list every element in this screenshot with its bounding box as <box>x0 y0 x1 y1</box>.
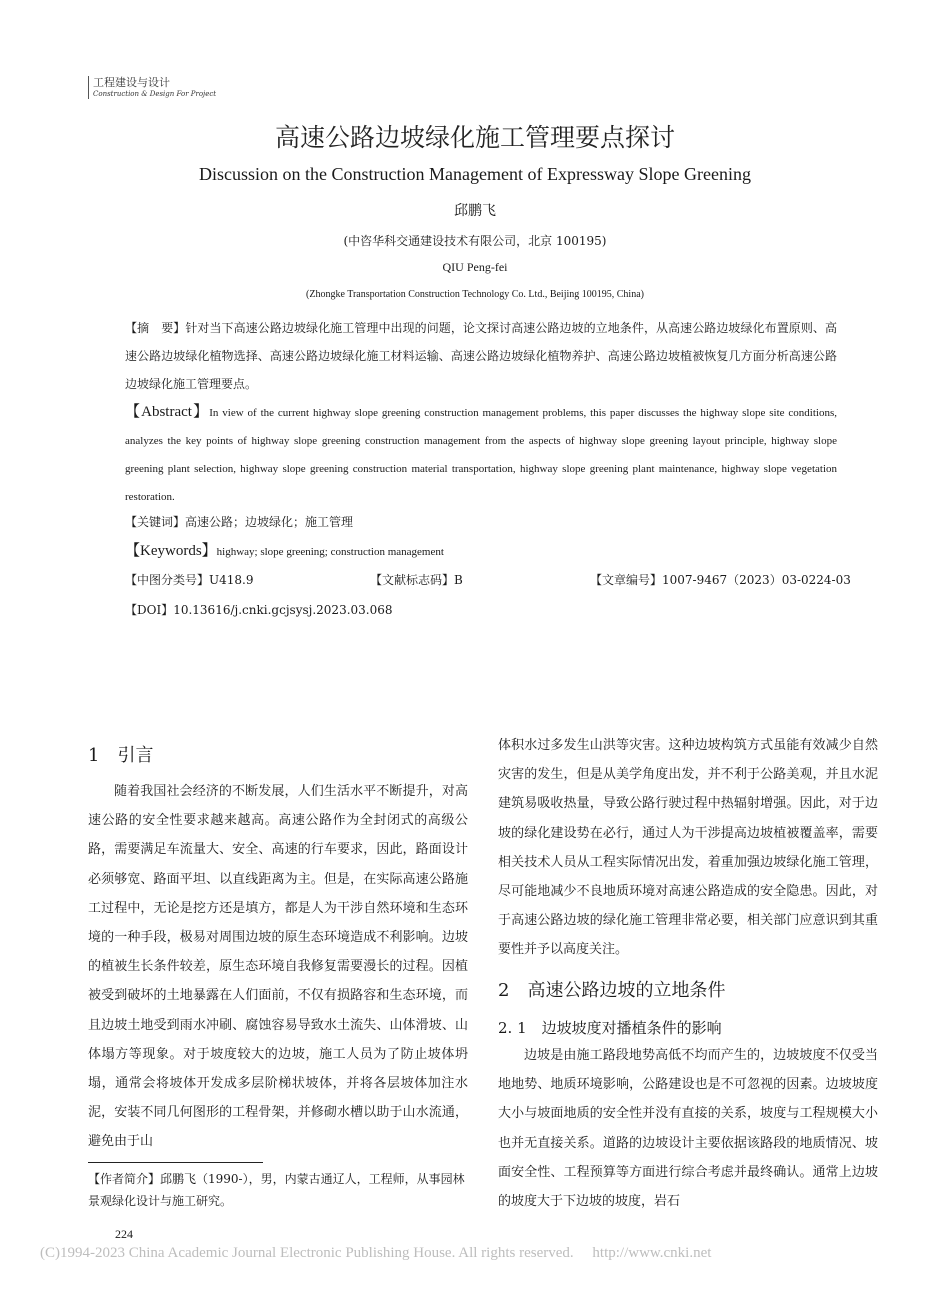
section-2-1-heading: 2. 1 边坡坡度对播植条件的影响 <box>498 1019 722 1037</box>
journal-name-en: Construction & Design For Project <box>93 90 217 98</box>
doc-code-value: B <box>454 573 463 587</box>
author-name-cn: 邱鹏飞 <box>454 203 496 219</box>
affiliation-cn: (中咨华科交通建设技术有限公司，北京 100195) <box>343 234 607 248</box>
abstract-en <box>125 398 837 511</box>
keywords-en <box>125 537 444 566</box>
section-2-1-paragraph: 边坡是由施工路段地势高低不均而产生的，边坡坡度不仅受当地地势、地质环境影响，公路建设也是不可忽视的因素。边坡坡度大小与坡面地质的安全性并没有直接的关系，坡度与工程规模大小也并无直接关系。道路的边坡设计主要依据该路段的地质情况、坡面安全性、工程预算等方面进行综合考虑并最终确认。通常上边坡的坡度大于下边坡的坡度，岩石 <box>498 1048 878 1210</box>
keywords-cn-label: 【关键词】 <box>125 515 186 529</box>
right-column-paragraph: 体积水过多发生山洪等灾害。这种边坡构筑方式虽能有效减少自然灾害的发生，但是从美学角度出发，并不利于公路美观，并且水泥建筑易吸收热量，导致公路行驶过程中热辐射增强。因此，对于边坡的绿化建设势在必行，通过人为干涉提高边坡植被覆盖率，需要相关技术人员从工程实际情况出发，着重加强边坡绿化施工管理，尽可能地减少不良地质环境对高速公路造成的安全隐患。因此，对于高速公路边坡的绿化施工管理非常必要，相关部门应意识到其重要性并予以高度关注。 <box>498 738 878 958</box>
keywords-en-text: highway; slope greening; construction management <box>216 546 444 558</box>
keywords-cn <box>125 508 353 536</box>
clc-number <box>125 566 253 594</box>
paper-title-cn: 高速公路边坡绿化施工管理要点探讨 <box>274 123 675 152</box>
article-number-label: 【文章编号】 <box>590 573 663 587</box>
clc-label: 【中图分类号】 <box>125 573 210 587</box>
doi <box>125 596 393 624</box>
page-number: 224 <box>115 1227 133 1241</box>
copyright-watermark: (C)1994-2023 China Academic Journal Electronic Publishing House. All rights reserved. http://www.cnki.net <box>40 1245 712 1261</box>
journal-name-cn: 工程建设与设计 <box>93 76 170 89</box>
footnote-divider <box>88 1162 263 1163</box>
keywords-cn-text: 高速公路；边坡绿化；施工管理 <box>185 515 354 529</box>
journal-header <box>88 76 216 99</box>
document-code <box>370 566 463 594</box>
doi-value: 10.13616/j.cnki.gcjsysj.2023.03.068 <box>173 603 393 617</box>
abstract-cn-text: 针对当下高速公路边坡绿化施工管理中出现的问题，论文探讨高速公路边坡的立地条件，从高速公路边坡绿化布置原则、高速公路边坡绿化植物选择、高速公路边坡绿化施工材料运输、高速公路边坡绿化植物养护、高速公路边坡植被恢复几方面分析高速公路边坡绿化施工管理要点。 <box>125 321 837 391</box>
doc-code-label: 【文献标志码】 <box>370 573 455 587</box>
article-number <box>590 566 851 594</box>
affiliation-en: (Zhongke Transportation Construction Technology Co. Ltd., Beijing 100195, China) <box>306 289 644 300</box>
paper-title-en: Discussion on the Construction Management of Expressway Slope Greening <box>199 164 751 184</box>
author-name-en: QIU Peng-fei <box>442 260 508 274</box>
section-1-heading: 1 引言 <box>88 745 154 766</box>
abstract-en-text: In view of the current highway slope greening construction management problems, this paper discusses the highway slope site conditions, analyzes the key points of highway slope greening construction management from the aspects of highway slope greening layout principle, highway slope greening plant selection, highway slope greening construction material transportation, highway slope greening plant maintenance, highway slope vegetation restoration. <box>125 407 837 503</box>
abstract-cn <box>125 314 837 398</box>
clc-value: U418.9 <box>209 573 254 587</box>
doi-label: 【DOI】 <box>125 603 174 617</box>
section-2-heading: 2 高速公路边坡的立地条件 <box>498 980 726 1001</box>
keywords-en-label: 【Keywords】 <box>125 543 217 559</box>
article-number-value: 1007-9467（2023）03-0224-03 <box>662 573 851 587</box>
abstract-en-label: 【Abstract】 <box>125 404 210 420</box>
section-1-paragraph: 随着我国社会经济的不断发展，人们生活水平不断提升，对高速公路的安全性要求越来越高。高速公路作为全封闭式的高级公路，需要满足车流量大、安全、高速的行车要求，因此，路面设计必须够宽、路面平坦、以直线距离为主。但是，在实际高速公路施工过程中，无论是挖方还是填方，都是人为干涉自然环境和生态环境的一种手段，极易对周围边坡的原生态环境造成不利影响。边坡的植被生长条件较差，原生态环境自我修复需要漫长的过程。因植被受到破坏的土地暴露在人们面前，不仅有损路容和生态环境，而且边坡土地受到雨水冲刷、腐蚀容易导致水土流失、山体滑坡、山体塌方等现象。对于坡度较大的边坡，施工人员为了防止坡体坍塌，通常会将坡体开发成多层阶梯状坡体，并将各层坡体加注水泥，安装不同几何图形的工程骨架，并修砌水槽以助于山水流通，避免由于山 <box>88 784 468 1150</box>
abstract-cn-label: 【摘 要】 <box>125 321 186 335</box>
author-footnote: 【作者简介】邱鹏飞（1990-），男，内蒙古通辽人，工程师，从事园林景观绿化设计与施工研究。 <box>88 1172 465 1208</box>
